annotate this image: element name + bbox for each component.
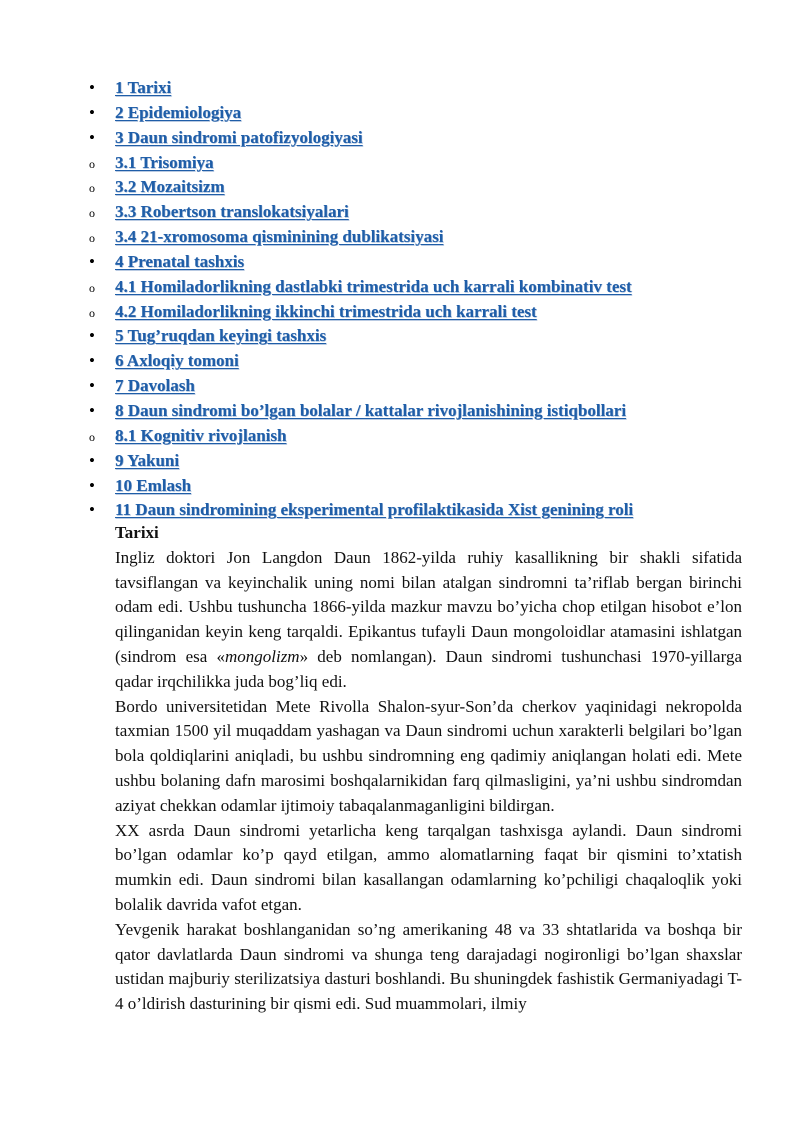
toc-link[interactable]: 1 Tarixi bbox=[115, 78, 172, 97]
circle-marker: o bbox=[89, 181, 95, 196]
paragraph: XX asrda Daun sindromi yetarlicha keng tarqalgan tashxisga aylandi. Daun sindromi bo’lgan odamlar ko’p qayd etilgan, ammo alomatlarning faqat bir qismini to’xtatish mumkin edi. Daun sindromi bilan kasallangan odamlarning ko’pchiligi chaqaloqlik yoki bolalik davrida vafot etgan. bbox=[115, 820, 742, 914]
toc-subitem bbox=[0, 225, 800, 250]
table-of-contents bbox=[0, 76, 800, 523]
bullet-marker: • bbox=[89, 351, 95, 371]
toc-link[interactable]: 10 Emlash bbox=[115, 475, 192, 495]
paragraph: Bordo universitetidan Mete Rivolla Shalon-syur-Son’da cherkov yaqinidagi nekropolda taxmian 1500 yil muqaddam yashagan va Daun sindromi uchun xarakterli belgilari bo’lgan bola qoldiqlarini aniqladi, bu ushbu sindromning eng qadimiy aniqlangan holati edi. Mete ushbu bolaning dafn marosimi boshqalarnikidan farq qilmasligini, ya’ni ushbu sindromdan aziyat chekkan odamlar ijtimoiy tabaqalanmaganligini bildirgan. bbox=[115, 696, 742, 815]
circle-marker: o bbox=[89, 305, 95, 320]
bullet-marker: • bbox=[89, 475, 95, 495]
toc-link[interactable]: 5 Tug’ruqdan keyingi tashxis bbox=[115, 326, 327, 346]
toc-item bbox=[0, 324, 800, 349]
toc-link[interactable]: 6 Axloqiy tomoni bbox=[115, 351, 239, 371]
toc-subitem bbox=[0, 275, 800, 300]
toc-link[interactable]: 4 Prenatal tashxis bbox=[115, 251, 245, 271]
toc-subitem bbox=[0, 424, 800, 449]
section-heading: Tarixi bbox=[115, 523, 159, 542]
bullet-marker: • bbox=[89, 450, 95, 470]
section-content bbox=[115, 521, 742, 1017]
circle-marker: o bbox=[89, 206, 95, 221]
toc-link[interactable]: 8.1 Kognitiv rivojlanish bbox=[115, 425, 287, 445]
paragraph bbox=[115, 546, 742, 695]
toc-item bbox=[0, 126, 800, 151]
toc-link[interactable]: 2 Epidemiologiya bbox=[115, 102, 242, 122]
toc-item bbox=[0, 76, 800, 101]
toc-link[interactable]: 3.3 Robertson translokatsiyalari bbox=[115, 202, 349, 222]
bullet-marker: • bbox=[89, 376, 95, 396]
toc-item bbox=[0, 474, 800, 499]
toc-subitem bbox=[0, 300, 800, 325]
toc-link[interactable]: 4.2 Homiladorlikning ikkinchi trimestrida uch karrali test bbox=[115, 301, 537, 321]
toc-item bbox=[0, 399, 800, 424]
paragraph-text: Ingliz doktori Jon Langdon Daun 1862-yilda ruhiy kasallikning bir shakli sifatida tavsiflangan va keyinchalik uning nomi bilan atalgan sindromni ta’riflab bergan birinchi odam edi. Ushbu tushuncha 1866-yilda mazkur mavzu bo’yicha chop etilgan hisobot e’lon qilinganidan keyin keng tarqaldi. Epikantus tufayli Daun mongoloidlar atamasini ishlatgan (sindrom esa « bbox=[115, 547, 742, 666]
bullet-marker: • bbox=[89, 102, 95, 122]
toc-link[interactable]: 3.4 21-xromosoma qisminining dublikatsiyasi bbox=[115, 227, 444, 247]
toc-link[interactable]: 7 Davolash bbox=[115, 376, 195, 396]
toc-item bbox=[0, 101, 800, 126]
toc-item bbox=[0, 374, 800, 399]
italic-term: mongolizm bbox=[224, 646, 300, 666]
paragraph: Yevgenik harakat boshlanganidan so’ng amerikaning 48 va 33 shtatlarida va boshqa bir qator davlatlarda Daun sindromi va shunga teng darajadagi nogironligi bo’lgan shaxslar ustidan majburiy sterilizatsiya dasturi boshlandi. Bu shuningdek fashistik Germaniyadagi T-4 o’ldirish dasturining bir qismi edi. Sud muammolari, ilmiy bbox=[115, 919, 742, 1014]
paragraph-text: » deb nomlangan). Daun sindromi tushunchasi 1970-yillarga qadar irqchilikka juda bog’liq edi. bbox=[115, 646, 743, 691]
toc-link[interactable]: 3.2 Mozaitsizm bbox=[115, 177, 225, 197]
circle-marker: o bbox=[89, 231, 95, 246]
bullet-marker: • bbox=[89, 400, 95, 420]
toc-link[interactable]: 8 Daun sindromi bo’lgan bolalar / kattalar rivojlanishining istiqbollari bbox=[115, 400, 627, 420]
toc-subitem bbox=[0, 200, 800, 225]
toc-link[interactable]: 3 Daun sindromi patofizyologiyasi bbox=[115, 127, 363, 147]
bullet-marker: • bbox=[89, 326, 95, 346]
bullet-marker: • bbox=[89, 251, 95, 271]
toc-subitem bbox=[0, 175, 800, 200]
toc-item bbox=[0, 498, 800, 523]
toc-link[interactable]: 9 Yakuni bbox=[115, 450, 180, 470]
toc-item bbox=[0, 250, 800, 275]
circle-marker: o bbox=[89, 429, 95, 444]
toc-item bbox=[0, 449, 800, 474]
toc-item bbox=[0, 349, 800, 374]
bullet-marker: • bbox=[89, 127, 95, 147]
toc-subitem bbox=[0, 151, 800, 176]
bullet-marker: • bbox=[89, 500, 95, 520]
toc-link[interactable]: 11 Daun sindromining eksperimental profilaktikasida Xist genining roli bbox=[115, 500, 634, 520]
toc-link[interactable]: 3.1 Trisomiya bbox=[115, 152, 214, 172]
circle-marker: o bbox=[89, 156, 95, 171]
bullet-marker: • bbox=[89, 78, 95, 97]
toc-link[interactable]: 4.1 Homiladorlikning dastlabki trimestrida uch karrali kombinativ test bbox=[115, 276, 632, 296]
circle-marker: o bbox=[89, 280, 95, 295]
